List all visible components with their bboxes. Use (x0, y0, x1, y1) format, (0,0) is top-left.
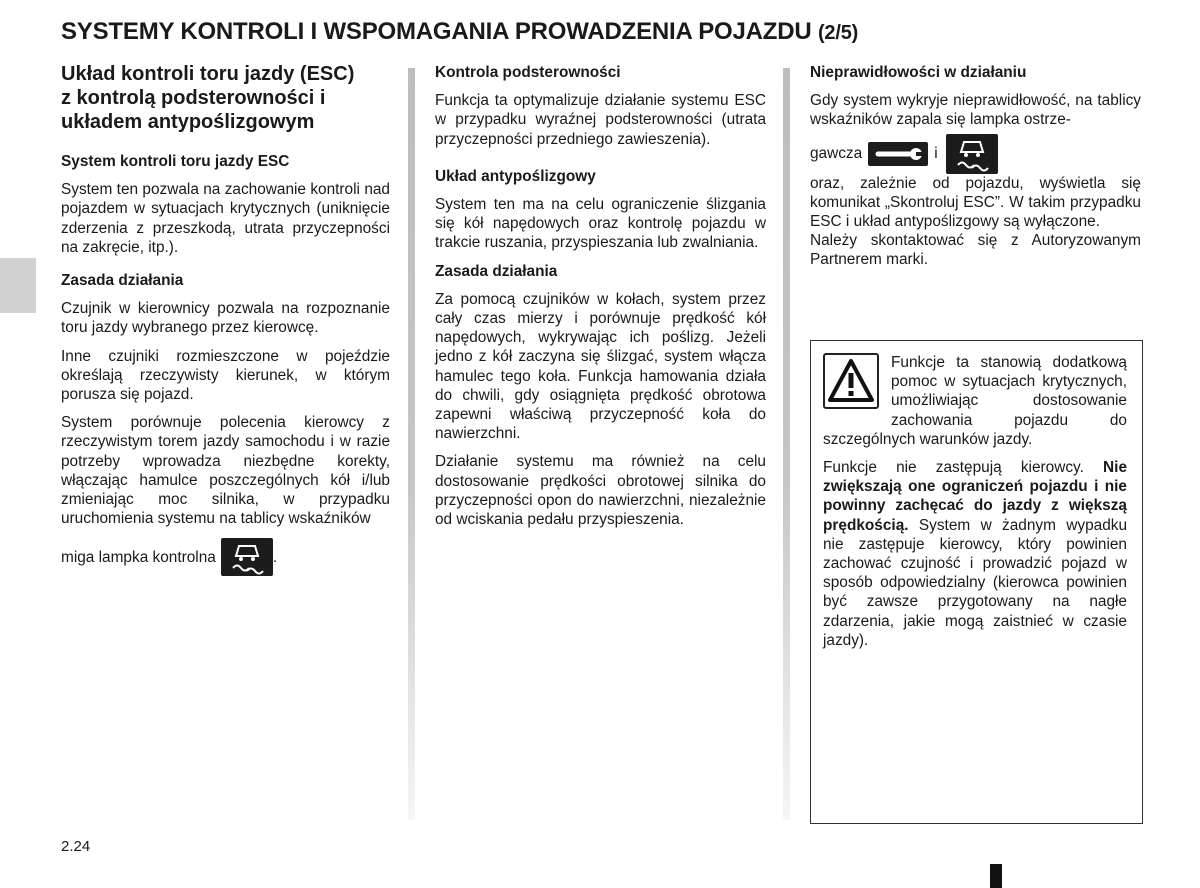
column-divider-1 (408, 68, 415, 820)
esc-heading: System kontroli toru jazdy ESC (61, 153, 290, 170)
warning-triangle-icon (823, 353, 879, 409)
page-number: 2.24 (61, 838, 91, 855)
page-title (61, 18, 1161, 46)
fault-word: gawcza (810, 145, 863, 162)
principle-heading-2: Zasada działania (435, 262, 558, 280)
fault-icons-line (810, 134, 1141, 174)
understeer-heading: Kontrola podsterowności (435, 64, 621, 81)
compare-paragraph: System porównuje polecenia kierowcy z rzeczywistym torem jazdy samochodu i w razie potrzeby wprowadza niezbędne korekty, włączając hamulce poszczególnych kół i/lub zmieniając moc silnika, w przypadku uruchomienia systemu na tablicy wskaźników (61, 414, 390, 528)
engine-speed-paragraph: Działanie systemu ma również na celu dostosowanie prędkości obrotowej silnika do przyczepności opon do nawierzchni, niezależnie od wciskania pedału przyspieszenia. (435, 453, 766, 529)
warning-content (823, 353, 1127, 659)
principle-heading: Zasada działania (61, 272, 184, 290)
lamp-dot: . (272, 548, 278, 566)
fault-heading: Nieprawidłowości w działaniu (810, 64, 1027, 81)
chapter-tab (0, 258, 36, 313)
page-title-text: SYSTEMY KONTROLI I WSPOMAGANIA PROWADZENIA POJAZDU (61, 18, 812, 45)
antislip-heading: Układ antypoślizgowy (435, 167, 596, 185)
column-understeer (435, 63, 766, 538)
corner-mark (990, 864, 1002, 888)
wheel-sensors-paragraph: Za pomocą czujników w kołach, system przez cały czas mierzy i porównuje prędkość kół napędowych, wykrywając ich poślizg. Jeżeli jedno z kół zaczyna się ślizgać, system włącza hamulec tego koła. Funkcja hamowania działa do chwili, gdy osiągnięta prędkość obrotowa zapewni właściwą przyczepność koła do nawierzchni. (435, 290, 766, 443)
sensor-paragraph: Czujnik w kierownicy pozwala na rozpoznanie toru jazdy wybranego przez kierowcę. (61, 300, 390, 337)
column-faults (810, 63, 1141, 279)
warning-p2-start: Funkcje nie zastępują kierowcy. (823, 459, 1084, 477)
warning-paragraph-1: Funkcje ta stanowią dodatkową pomoc w sytuacjach krytycznych, umożliwiając dostosowanie zachowania pojazdu do szczególnych warunków jazdy. (823, 354, 1127, 448)
lamp-line (61, 538, 390, 576)
fault-after: oraz, zależnie od pojazdu, wyświetla się komunikat „Skontroluj ESC”. W takim przypadku ESC i układ antypoślizgowy są wyłączone. (810, 174, 1141, 231)
sensors-paragraph: Inne czujniki rozmieszczone w pojeździe określają rzeczywisty kierunek, w którym porusza się pojazd. (61, 347, 390, 404)
section-heading-line: Układ kontroli toru jazdy (ESC) (61, 63, 355, 85)
wrench-service-icon (868, 142, 928, 166)
lamp-text: miga lampka kontrolna (61, 548, 216, 566)
warning-panel (810, 340, 1143, 824)
antislip-text: System ten ma na celu ograniczenie ślizgania się kół napędowych oraz kontrolę pojazdu w trakcie ruszania, przyspieszania lub zwalniania. (435, 196, 766, 252)
fault-and: i (934, 145, 938, 162)
fault-text: Gdy system wykryje nieprawidłowość, na tablicy wskaźników zapala się lampka ostrze- (810, 92, 1141, 129)
esc-lamp-icon (946, 134, 998, 174)
warning-p2-bold: Nie zwiększają one ograniczeń pojazdu i nie powinny zachęcać do jazdy z większą prędkością. (823, 459, 1127, 534)
section-heading (61, 62, 390, 134)
warning-p2-end: System w żadnym wypadku nie zastępuje kierowcy, który powinien zachować czujność i prowadzić pojazd w sposób odpowiedzialny (kierowca powinien być zawsze przygotowany na nagłe zdarzenia, jakie mogą zaistnieć w czasie jazdy). (823, 516, 1128, 649)
warning-paragraph-2 (823, 458, 1127, 650)
understeer-text: Funkcja ta optymalizuje działanie systemu ESC w przypadku wyraźnej podsterowności (utrata przyczepności przedniego zawieszenia). (435, 92, 766, 148)
fault-contact: Należy skontaktować się z Autoryzowanym Partnerem marki. (810, 232, 1141, 269)
esc-lamp-icon (221, 538, 273, 576)
column-esc (61, 62, 390, 576)
section-heading-line: z kontrolą podsterowności i (61, 87, 326, 109)
esc-description: System ten pozwala na zachowanie kontroli nad pojazdem w sytuacjach krytycznych (uniknięcie zderzenia z przeszkodą, utrata przyczepności na zakręcie, itp.). (61, 181, 390, 256)
page-title-part: (2/5) (817, 22, 859, 44)
column-divider-2 (783, 68, 790, 820)
section-heading-line: układem antypoślizgowym (61, 111, 315, 133)
